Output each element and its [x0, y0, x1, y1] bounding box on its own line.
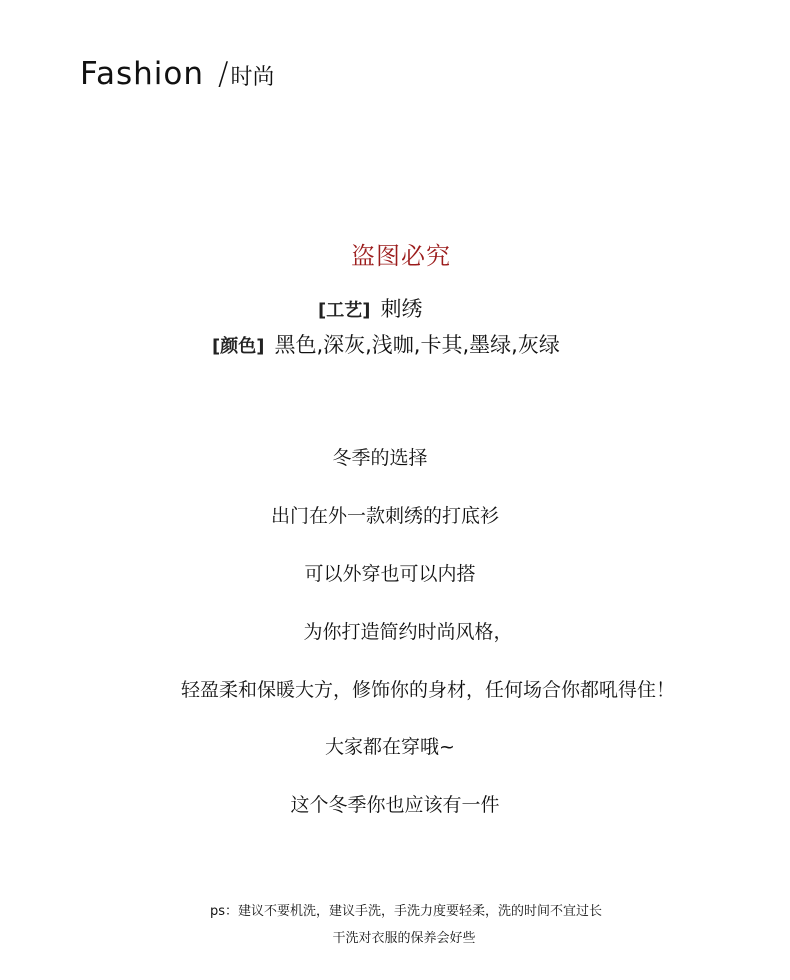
spec-craft-label: [工艺]	[318, 300, 371, 321]
description-line: 这个冬季你也应该有一件	[290, 794, 500, 816]
spec-color-value: 黑色,深灰,浅咖,卡其,墨绿,灰绿	[274, 333, 560, 357]
description-line: 出门在外一款刺绣的打底衫	[270, 505, 499, 527]
title-chinese: 时尚	[230, 65, 275, 90]
description-line: 轻盈柔和保暖大方，修饰你的身材，任何场合你都吼得住！	[180, 679, 675, 701]
care-note-line2: 干洗对衣服的保养会好些	[332, 931, 476, 946]
spec-craft	[318, 293, 422, 323]
care-note-line1: ps：建议不要机洗，建议手洗，手洗力度要轻柔，洗的时间不宜过长	[209, 904, 603, 919]
spec-color-label: [颜色]	[212, 336, 265, 357]
spec-craft-value: 刺绣	[380, 297, 423, 321]
copyright-warning-text: 盗图必究	[351, 242, 451, 270]
spec-color	[212, 329, 560, 359]
description-line: 可以外穿也可以内搭	[304, 563, 476, 585]
copyright-warning	[0, 236, 790, 271]
description-line: 大家都在穿哦~	[325, 736, 455, 758]
title-english: Fashion	[80, 56, 205, 92]
description-line: 为你打造简约时尚风格，	[303, 621, 513, 643]
page-title	[80, 56, 274, 106]
description-line: 冬季的选择	[332, 447, 428, 469]
title-separator: /	[218, 56, 229, 92]
